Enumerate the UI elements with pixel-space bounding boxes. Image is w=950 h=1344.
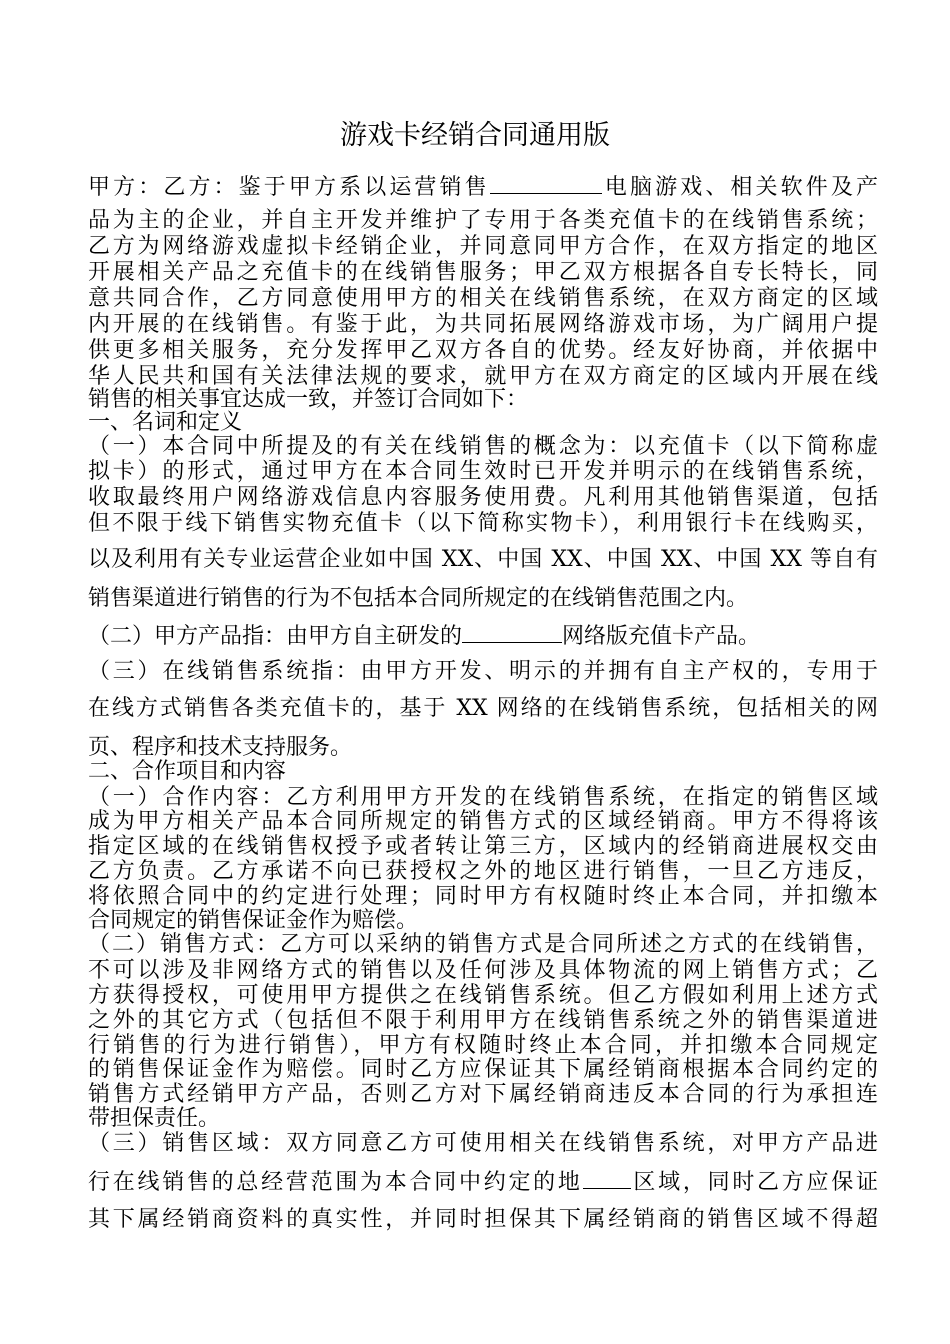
contract-line: 品为主的企业，并自主开发并维护了专用于各类充值卡的在线销售系统； xyxy=(88,208,878,233)
contract-line: （一）本合同中所提及的有关在线销售的概念为：以充值卡（以下简称虚 xyxy=(88,434,878,459)
contract-line: 华人民共和国有关法律法规的要求，就甲方在双方商定的区域内开展在线 xyxy=(88,364,878,389)
fill-in-blank[interactable] xyxy=(462,622,562,643)
line-text: 网络版充值卡产品。 xyxy=(562,624,761,649)
contract-line: 意共同合作，乙方同意使用甲方的相关在线销售系统，在双方商定的区域 xyxy=(88,286,878,311)
line-text: 区域，同时乙方应保证 xyxy=(630,1170,878,1195)
contract-line: 带担保责任。 xyxy=(88,1106,221,1131)
contract-line: 将依照合同中的约定进行处理；同时甲方有权随时终止本合同，并扣缴本 xyxy=(88,884,878,909)
contract-line: 的销售保证金作为赔偿。同时乙方应保证其下属经销商根据本合同约定的 xyxy=(88,1057,878,1082)
contract-line: 之外的其它方式（包括但不限于利用甲方在线销售系统之外的销售渠道进 xyxy=(88,1008,878,1033)
contract-line: 内开展的在线销售。有鉴于此，为共同拓展网络游戏市场，为广阔用户提 xyxy=(88,312,878,337)
contract-line: 在线方式销售各类充值卡的，基于 XX 网络的在线销售系统，包括相关的网 xyxy=(88,696,878,721)
contract-line: 销售渠道进行销售的行为不包括本合同所规定的在线销售范围之内。 xyxy=(88,586,749,611)
line-text: 电脑游戏、相关软件及产 xyxy=(601,175,878,200)
contract-line: 以及利用有关专业运营企业如中国 XX、中国 XX、中国 XX、中国 XX 等自有 xyxy=(88,547,878,572)
contract-line: 销售方式经销甲方产品，否则乙方对下属经销商违反本合同的行为承担连 xyxy=(88,1082,878,1107)
contract-line: 行销售的行为进行销售），甲方有权随时终止本合同，并扣缴本合同规定 xyxy=(88,1033,878,1058)
line-text: （二）甲方产品指：由甲方自主研发的 xyxy=(88,624,463,649)
line-text: 甲方：乙方：鉴于甲方系以运营销售 xyxy=(88,175,490,200)
contract-line: 方获得授权，可使用甲方提供之在线销售系统。但乙方假如利用上述方式 xyxy=(88,983,878,1008)
section-heading: 二、合作项目和内容 xyxy=(88,759,287,784)
contract-line: 拟卡）的形式，通过甲方在本合同生效时已开发并明示的在线销售系统， xyxy=(88,459,878,484)
line-text: 行在线销售的总经营范围为本合同中约定的地 xyxy=(88,1170,583,1195)
fill-in-blank[interactable] xyxy=(490,173,602,194)
contract-line: 乙方为网络游戏虚拟卡经销企业，并同意同甲方合作，在双方指定的地区 xyxy=(88,234,878,259)
contract-line: 其下属经销商资料的真实性，并同时担保其下属经销商的销售区域不得超 xyxy=(88,1207,878,1232)
contract-line: 成为甲方相关产品本合同所规定的销售方式的区域经销商。甲方不得将该 xyxy=(88,809,878,834)
contract-line xyxy=(88,1168,878,1196)
contract-line: 供更多相关服务，充分发挥甲乙双方各自的优势。经友好协商，并依据中 xyxy=(88,338,878,363)
contract-line: 不可以涉及非网络方式的销售以及任何涉及具体物流的网上销售方式；乙 xyxy=(88,958,878,983)
section-heading: 一、名词和定义 xyxy=(88,410,243,435)
contract-line: 但不限于线下销售实物充值卡（以下简称实物卡），利用银行卡在线购买， xyxy=(88,511,878,536)
contract-line: 销售的相关事宜达成一致，并签订合同如下： xyxy=(88,387,529,412)
contract-line: （一）合作内容：乙方利用甲方开发的在线销售系统，在指定的销售区域 xyxy=(88,785,878,810)
contract-line: 开展相关产品之充值卡的在线销售服务；甲乙双方根据各自专长特长，同 xyxy=(88,260,878,285)
fill-in-blank[interactable] xyxy=(583,1168,631,1189)
contract-line: 收取最终用户网络游戏信息内容服务使用费。凡利用其他销售渠道，包括 xyxy=(88,485,878,510)
contract-line xyxy=(88,173,878,201)
contract-line: 指定区域的在线销售权授予或者转让第三方，区域内的经销商进展权交由 xyxy=(88,834,878,859)
contract-line xyxy=(88,622,878,650)
contract-line: 合同规定的销售保证金作为赔偿。 xyxy=(88,908,419,933)
contract-line: （二）销售方式：乙方可以采纳的销售方式是合同所述之方式的在线销售， xyxy=(88,932,878,957)
contract-line: （三）在线销售系统指：由甲方开发、明示的并拥有自主产权的，专用于 xyxy=(88,659,878,684)
contract-line: 乙方负责。乙方承诺不向已获授权之外的地区进行销售，一旦乙方违反， xyxy=(88,859,878,884)
contract-line: （三）销售区域：双方同意乙方可使用相关在线销售系统，对甲方产品进 xyxy=(88,1131,878,1156)
document-title: 游戏卡经销合同通用版 xyxy=(340,120,610,151)
contract-line: 页、程序和技术支持服务。 xyxy=(88,735,353,760)
